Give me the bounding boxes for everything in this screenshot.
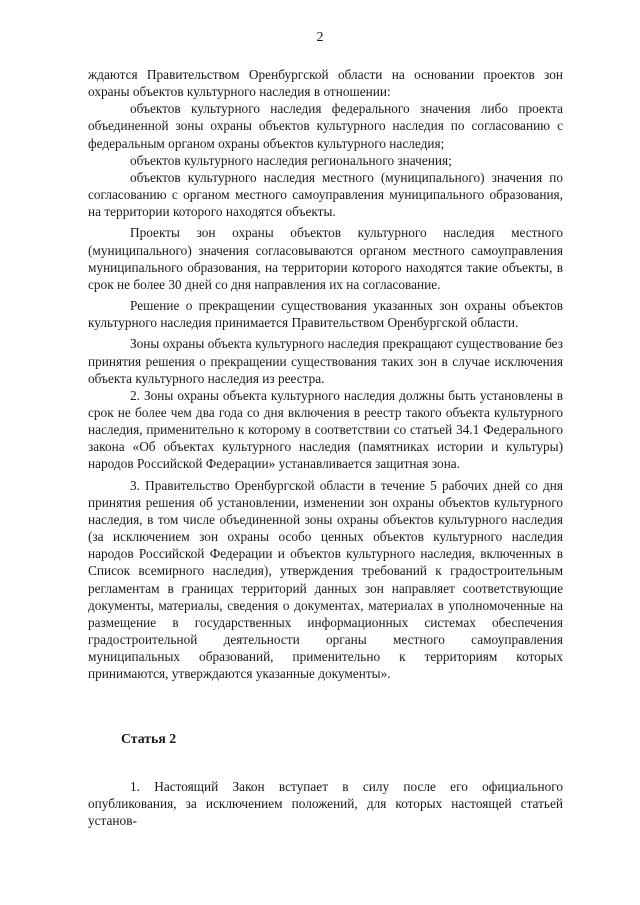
- paragraph-item-3: 3. Правительство Оренбургской области в течение 5 рабочих дней со дня принятия решения об установлении, изменении зон охраны объектов культурного наследия, в том числе объединенной зоны охраны объектов культурного наследия (за исключением зон охраны особо ценных объектов культурного наследия народов Российской Федерации и объектов культурного наследия, включенных в Список всемирного наследия), утверждения требований к градостроительным регламентам в границах территорий данных зон направляет соответствующие документы, материалы, сведения о документах, материалах в уполномоченные на размещение в государственных информационных системах обеспечения градостроительной деятельности органы местного самоуправления муниципальных образований, применительно к территориям которых принимаются, утверждаются указанные документы».: [88, 477, 563, 682]
- paragraph-local-objects: объектов культурного наследия местного (муниципального) значения по согласованию с органом местного самоуправления муниципального образования, на территории которого находятся объекты.: [88, 169, 563, 220]
- article-2-heading: Статья 2: [121, 731, 177, 747]
- article-2-paragraph-1: 1. Настоящий Закон вступает в силу после его официального опубликования, за исключением положений, для которых настоящей статьей установ-: [88, 778, 563, 828]
- paragraph-termination-decision: Решение о прекращении существования указанных зон охраны объектов культурного наследия принимается Правительством Оренбургской области.: [88, 298, 563, 331]
- paragraph-local-projects: Проекты зон охраны объектов культурного наследия местного (муниципального) значения согласовываются органом местного самоуправления муниципального образования, на территории которого находятся такие объекты, в срок не более 30 дней со дня направления их на согласование.: [88, 225, 563, 292]
- paragraph-regional-objects: объектов культурного наследия регионального значения;: [130, 152, 452, 168]
- paragraph-termination-without-decision: Зоны охраны объекта культурного наследия прекращают существование без принятия решения о прекращении существования таких зон в случае исключения объекта культурного наследия из реестра.: [88, 336, 563, 386]
- document-body: [88, 66, 563, 829]
- paragraph-continuation: ждаются Правительством Оренбургской области на основании проектов зон охраны объектов культурного наследия в отношении:: [88, 67, 563, 100]
- page-number: 2: [316, 30, 324, 45]
- paragraph-federal-objects: объектов культурного наследия федерального значения либо проекта объединенной зоны охраны объектов культурного наследия по согласованию с федеральным органом охраны объектов культурного наследия;: [88, 101, 563, 151]
- paragraph-item-2: 2. Зоны охраны объекта культурного наследия должны быть установлены в срок не более чем два года со дня включения в реестр такого объекта культурного наследия, применительно к которому в соответствии со статьей 34.1 Федерального закона «Об объектах культурного наследия (памятниках истории и культуры) народов Российской Федерации» устанавливается защитная зона.: [88, 387, 563, 472]
